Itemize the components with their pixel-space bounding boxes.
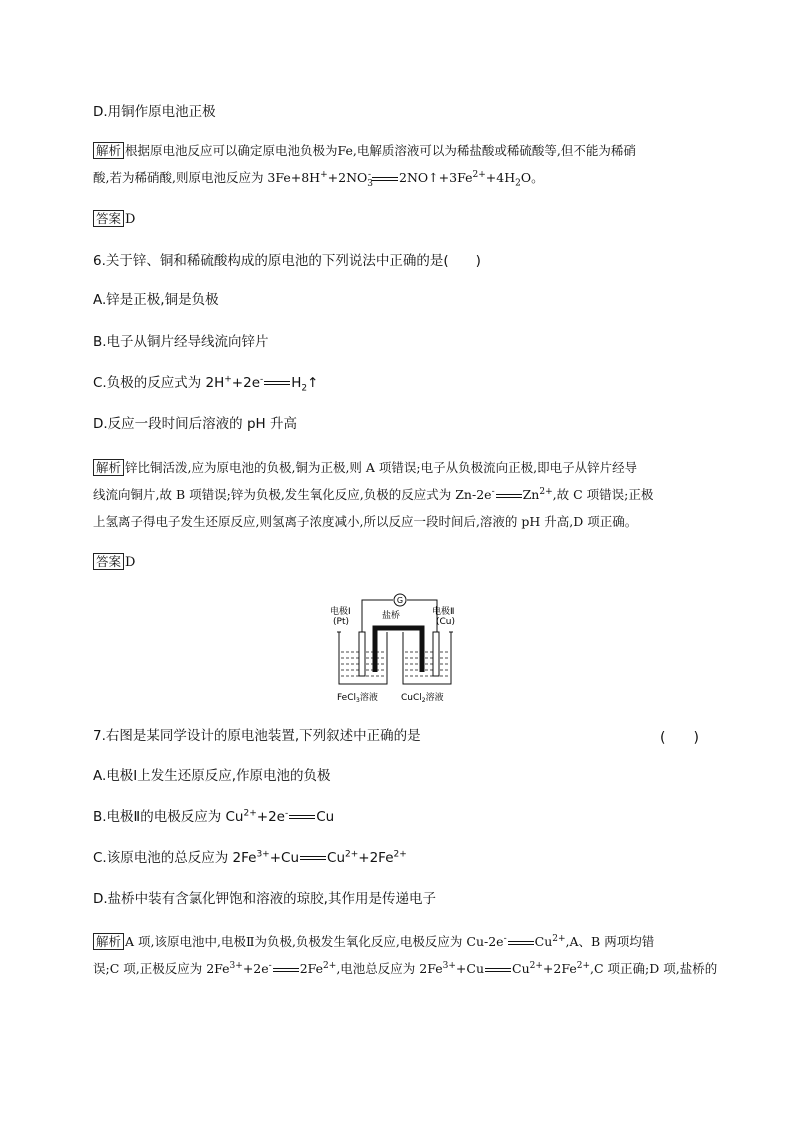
electrode2-material: (Cu) xyxy=(436,617,456,627)
solution1-label: FeCl$_3$溶液 xyxy=(337,693,378,704)
analysis-tag: 解析 xyxy=(93,933,124,950)
q6-option-d: D.反应一段时间后溶液的 pH 升高 xyxy=(93,416,297,432)
salt-bridge xyxy=(375,628,422,672)
electrode1-material: (Pt) xyxy=(333,617,349,627)
electrode2-plate xyxy=(433,632,439,676)
q6-analysis: 解析 锌比铜活泼,应为原电池的负极,铜为正极,则 A 项错误;电子从负极流向正极,即电子从锌片经导 线流向铜片,故 B 项错误;锌为负极,发生氧化反应,负极的反应式为 Zn-2e- $Zn^{2+}$,故 C 项错误;正极 上氢离子得电子发生还原反应,则氢离子浓度减小,所以反应一段时间后,溶液的 pH 升高,D 项正确。 xyxy=(93,460,654,529)
analysis-tag: 解析 xyxy=(93,142,124,159)
electrode1-label: 电极Ⅰ xyxy=(330,607,351,617)
q5-option-d: D.用铜作原电池正极 xyxy=(93,104,216,120)
q7-option-c: C.该原电池的总反应为 $2Fe^{3+}+Cu$ $Cu^{2+}+2Fe^{2+}$ xyxy=(93,849,407,866)
q6-option-b: B.电子从铜片经导线流向锌片 xyxy=(93,334,269,350)
q7-option-d: D.盐桥中装有含氯化钾饱和溶液的琼胶,其作用是传递电子 xyxy=(93,891,436,907)
q5-analysis: 解析 根据原电池反应可以确定原电池负极为Fe,电解质溶液可以为稀盐酸或稀硫酸等,但不能为稀硝 酸,若为稀硝酸,则原电池反应为 $3Fe+8H^++2NO_3^-$ $2NO↑+3Fe^{2+}+4H_2O$。 xyxy=(93,143,636,189)
electrode1-plate xyxy=(359,632,365,676)
salt-bridge-label: 盐桥 xyxy=(382,611,401,621)
q5-answer: 答案 D xyxy=(93,210,135,227)
analysis-tag: 解析 xyxy=(93,459,124,476)
q7-analysis: 解析 A 项,该原电池中,电极Ⅱ为负极,负极发生氧化反应,电极反应为 Cu-2e- $Cu^{2+},A$、B 两项均错 误;C 项,正极反应为 $2Fe^{3+}+2e^-$ $2Fe^{2+}$,电池总反应为 $2Fe^{3+}+Cu$ $Cu^{2+}+2Fe^{2+},C$ 项正确;D 项,盐桥的 xyxy=(93,933,718,976)
solution2-label: CuCl$_2$溶液 xyxy=(401,693,444,704)
galvanic-cell-figure xyxy=(325,588,475,706)
q6-answer: 答案 D xyxy=(93,553,135,570)
q7-option-b: B.电极Ⅱ的电极反应为 $Cu^{2+}+2e^-$ Cu xyxy=(93,808,335,825)
q6-stem: 6.关于锌、铜和稀硫酸构成的原电池的下列说法中正确的是( ) xyxy=(93,253,481,269)
q6-option-c: C.负极的反应式为 2H++2e- $H_2↑$ xyxy=(93,374,319,394)
q6-option-a: A.锌是正极,铜是负极 xyxy=(93,292,219,308)
answer-tag: 答案 xyxy=(93,210,124,227)
q7-bracket: ( ) xyxy=(660,730,699,746)
q7-stem: 7.右图是某同学设计的原电池装置,下列叙述中正确的是 xyxy=(93,728,421,744)
svg-text:G: G xyxy=(396,596,404,605)
electrode2-label: 电极Ⅱ xyxy=(432,607,455,617)
answer-tag: 答案 xyxy=(93,553,124,570)
q7-option-a: A.电极Ⅰ上发生还原反应,作原电池的负极 xyxy=(93,768,331,784)
